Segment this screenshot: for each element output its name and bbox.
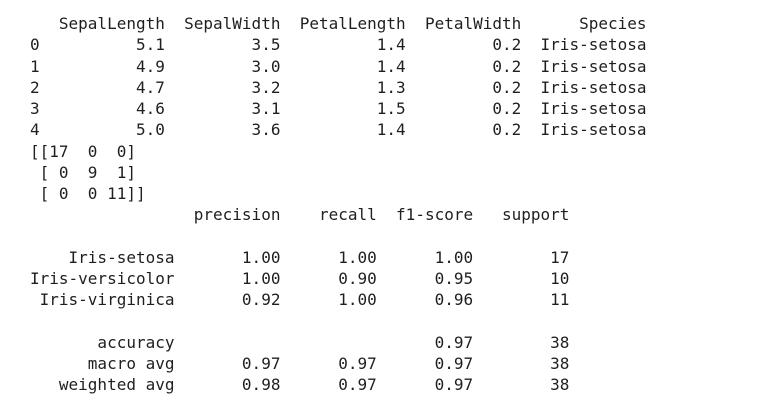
confusion-matrix-row: [ 0 9 1]	[30, 162, 136, 182]
report-blank-line	[30, 226, 647, 247]
report-class-row: Iris-virginica 0.92 1.00 0.96 11	[30, 290, 570, 310]
report-blank-line	[30, 311, 647, 332]
dataframe-row: 3 4.6 3.1 1.5 0.2 Iris-setosa	[30, 99, 647, 118]
report-class-row: Iris-setosa 1.00 1.00 1.00 17	[30, 247, 570, 267]
report-macro-avg-row: macro avg 0.97 0.97 0.97 38	[30, 354, 570, 373]
dataframe-header-row: SepalLength SepalWidth PetalLength PetalWidth Species	[30, 14, 647, 33]
report-accuracy-row: accuracy 0.97 38	[30, 332, 570, 352]
report-header-row: precision recall f1-score support	[30, 205, 570, 225]
report-weighted-avg-row: weighted avg 0.98 0.97 0.97 38	[30, 375, 570, 395]
dataframe-row: 1 4.9 3.0 1.4 0.2 Iris-setosa	[30, 56, 647, 76]
dataframe-row: 2 4.7 3.2 1.3 0.2 Iris-setosa	[30, 77, 647, 97]
dataframe-row: 0 5.1 3.5 1.4 0.2 Iris-setosa	[30, 35, 647, 55]
confusion-matrix-row: [[17 0 0]	[30, 141, 136, 161]
report-class-row: Iris-versicolor 1.00 0.90 0.95 10	[30, 269, 570, 288]
confusion-matrix-row: [ 0 0 11]]	[30, 184, 146, 203]
notebook-cell-output	[30, 13, 647, 396]
dataframe-row: 4 5.0 3.6 1.4 0.2 Iris-setosa	[30, 120, 647, 140]
